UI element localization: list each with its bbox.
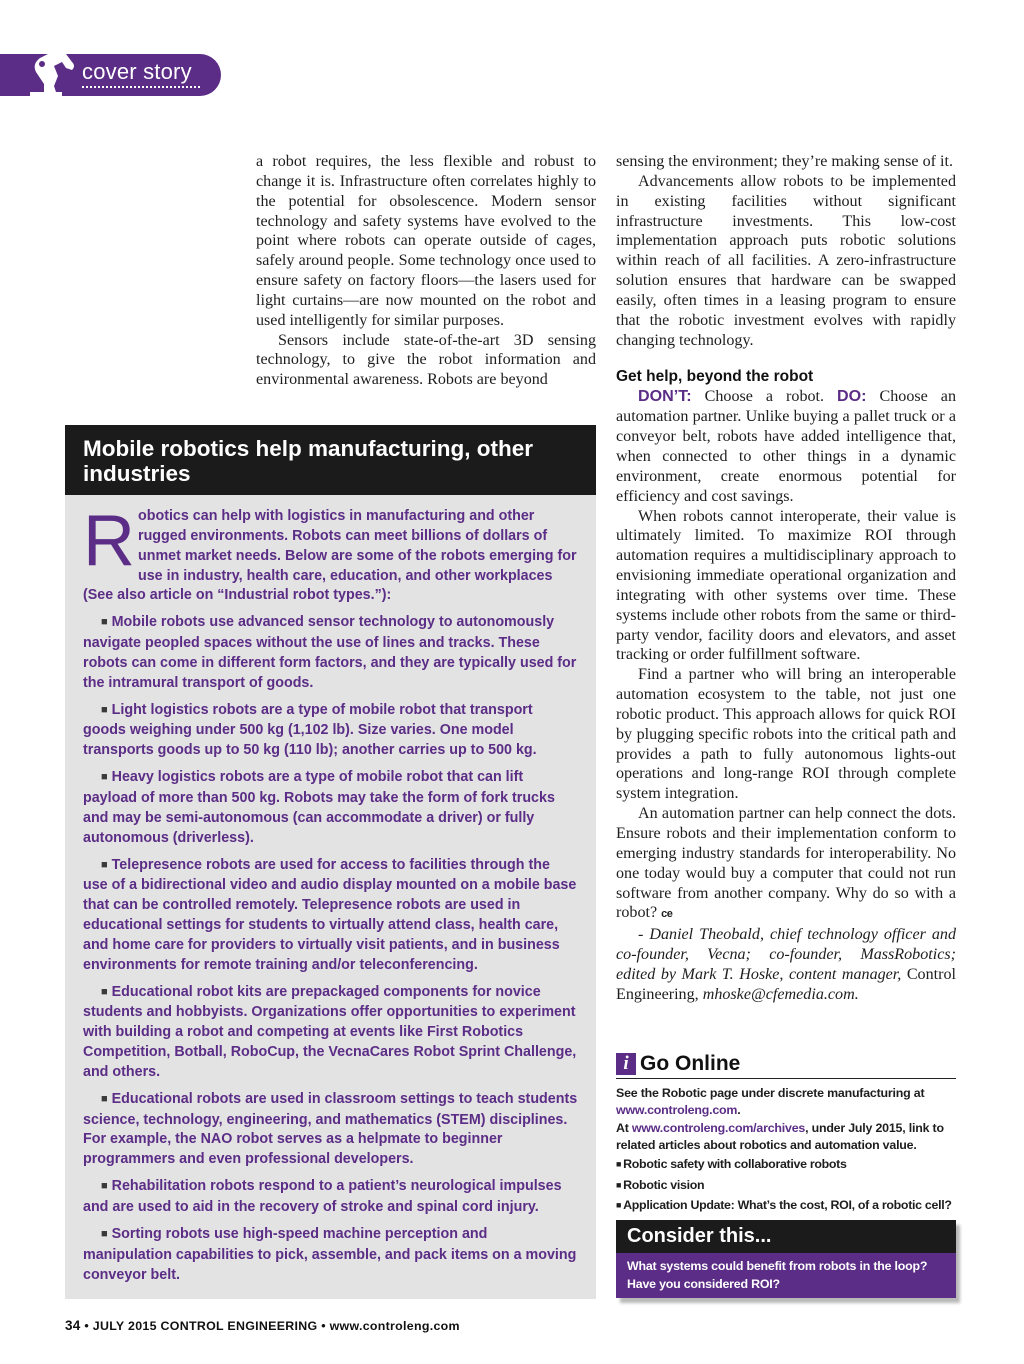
sidebar-title: Mobile robotics help manufacturing, other industries (83, 436, 534, 486)
paragraph: Sensors include state-of-the-art 3D sensing technology, to give the robot information and environmental awareness. Robots are beyond (256, 331, 596, 389)
square-bullet-icon: ■ (101, 1092, 108, 1105)
info-icon: i (616, 1053, 636, 1075)
sidebar-list-item (83, 1225, 578, 1286)
go-online-box (616, 1052, 956, 1215)
go-online-bullet[interactable] (616, 1156, 956, 1174)
paragraph: Advancements allow robots to be implemented in existing facilities without significant infrastructure investments. This low-cost implementation approach puts robotic solutions within reach of all facilities. A zero-infrastructure solution ensures that hardware can be swapped easily, often times in a leasing program to ensure that the robotic investment evolves with rapidly changing technology. (616, 172, 956, 349)
go-online-text: . (737, 1102, 741, 1117)
item-text: Educational robot kits are prepackaged components for novice students and hobbyists. Organizations offer opportunities to experiment with building a robot and competing at events like First Robotics Competition, Botball, RoboCup, the VecnaCares Robot Sprint Challenge, and others. (83, 983, 577, 1080)
item-text: Heavy logistics robots are a type of mobile robot that can lift payload of more than 500 kg. Robots may take the form of fork trucks and may be semi-autonomous (can accommodate a driver) or fully autonomous (driverless). (83, 769, 555, 846)
go-online-text: See the Robotic page under discrete manufacturing at (616, 1086, 925, 1100)
sidebar-list-item (83, 856, 578, 976)
bullet-text: Robotic safety with collaborative robots (623, 1157, 847, 1171)
article-column-middle (256, 152, 596, 390)
item-text: Mobile robots use advanced sensor technology to autonomously navigate peopled spaces without the use of lines and tracks. These robots can come in different form factors, and they are typically used for the intramural transport of goods. (83, 614, 577, 691)
square-bullet-icon: ■ (616, 1179, 622, 1190)
footer-issue: JULY 2015 CONTROL ENGINEERING (92, 1319, 318, 1333)
robot-arm-icon (22, 46, 82, 104)
end-mark: ce (661, 908, 673, 921)
bullet-text: Application Update: What’s the cost, ROI, of a robotic cell? (623, 1198, 952, 1212)
sidebar-list-item (83, 1090, 578, 1170)
go-online-text: At (616, 1121, 632, 1135)
footer-separator: • (321, 1319, 326, 1333)
paragraph (616, 804, 956, 925)
do-label: DO: (837, 387, 867, 406)
paragraph-text: An automation partner can help connect the dots. Ensure robots and their implementation conform to emerging industry standards for interoperability. No one today would buy a computer that could not run software from another company. Why do so with a robot? (616, 805, 956, 922)
paragraph: When robots cannot interoperate, their value is ultimately limited. To maximize ROI through automation requires a multidisciplinary approach to envisioning immediate operational organization and integrating with other systems over time. These systems include other robots from the same or third-party vendor, facility doors and elevators, and asset tracking or order fulfillment software. (616, 507, 956, 664)
dont-text: Choose a robot. (691, 388, 838, 406)
footer-separator: • (84, 1319, 90, 1333)
dont-label: DON’T: (638, 387, 692, 406)
signature (616, 925, 956, 1004)
paragraph: Find a partner who will bring an interoperable automation ecosystem to the table, not just one robotic product. This approach allows for quick ROI by plugging specific robots into the critical path and provides a path to fully autonomous lights-out operations and long-range ROI through complete system integration. (616, 666, 956, 803)
square-bullet-icon: ■ (101, 703, 108, 716)
sidebar-intro-text: obotics can help with logistics in manufacturing and other rugged environments. Robots can meet billions of dollars of unmet market needs. Below are some of the robots emerging for use in industry, health care, education, and other workplaces (See also article on “Industrial robot types.”): (83, 508, 577, 604)
sidebar-box (65, 425, 596, 1299)
bullet-text: Robotic vision (623, 1177, 705, 1192)
go-online-bullet[interactable] (616, 1177, 956, 1195)
archives-link[interactable]: www.controleng.com/archives (631, 1121, 806, 1135)
dotted-underline (82, 86, 200, 88)
square-bullet-icon: ■ (616, 1200, 622, 1210)
page-number: 34 (65, 1318, 81, 1333)
go-online-bullet[interactable] (616, 1197, 956, 1215)
subheading: Get help, beyond the robot (616, 368, 814, 386)
signature-email[interactable]: mhoske@cfemedia.com. (702, 985, 859, 1003)
footer-url[interactable]: www.controleng.com (329, 1319, 460, 1333)
item-text: Light logistics robots are a type of mobile robot that transport goods weighing under 500 kg (1,102 lb). Size varies. One model transports goods up to 50 kg (110 lb); another carries up to 500 kg. (83, 701, 537, 759)
page-footer (65, 1318, 460, 1333)
paragraph: sensing the environment; they’re making sense of it. (616, 153, 953, 170)
signature-publication: Control Engineering, (616, 965, 957, 1003)
sidebar-intro (83, 501, 578, 606)
signature-credit: - Daniel Theobald, chief technology officer and co-founder, Vecna; co-founder, MassRobotics; edited by Mark T. Hoske, content manager, (616, 926, 956, 983)
section-label: cover story (82, 59, 192, 84)
go-online-line (616, 1085, 956, 1118)
square-bullet-icon: ■ (101, 985, 108, 998)
controleng-link[interactable]: www.controleng.com (616, 1102, 738, 1117)
sidebar-list-item (83, 983, 578, 1083)
item-text: Sorting robots use high-speed machine perception and manipulation capabilities to pick, assemble, and pack items on a moving conveyor belt. (83, 1225, 577, 1283)
go-online-line (616, 1120, 956, 1153)
article-column-right (616, 152, 956, 1005)
sidebar-header (65, 425, 596, 495)
square-bullet-icon: ■ (101, 858, 108, 871)
square-bullet-icon: ■ (616, 1159, 622, 1169)
section-tab (0, 54, 221, 96)
consider-this-box (616, 1220, 956, 1298)
consider-text: What systems could benefit from robots in the loop? Have you considered ROI? (616, 1253, 956, 1298)
go-online-header (616, 1052, 956, 1079)
go-online-text: , under July 2015, link to related articles about robotics and automation value. (616, 1121, 944, 1152)
square-bullet-icon: ■ (101, 1180, 108, 1193)
drop-cap: R (83, 501, 135, 581)
sidebar-list-item (83, 613, 578, 693)
sidebar-content (65, 495, 596, 1285)
do-text: Choose an automation partner. Unlike buying a pallet truck or a conveyor belt, robots have added intelligence that, when connected to other things in a dynamic environment, create enormous potential for efficiency and cost savings. (616, 388, 956, 505)
paragraph: a robot requires, the less flexible and robust to change it is. Infrastructure often correlates highly to the potential for obsolescence. Modern sensor technology and safety systems have evolved to the point where robots can operate outside of cages, safely around people. Some technology once used to ensure safety on factory floors—the lasers used for light curtains—are now mounted on the robot and used intelligently for similar purposes. (256, 153, 596, 329)
item-text: Educational robots are used in classroom settings to teach students science, technology, engineering, and mathematics (STEM) disciplines. For example, the NAO robot serves as a helpmate to beginner programmers and even professional developers. (83, 1090, 578, 1168)
sidebar-list-item (83, 1177, 578, 1218)
paragraph (616, 387, 956, 506)
square-bullet-icon: ■ (101, 616, 108, 629)
sidebar-list-item (83, 701, 578, 762)
item-text: Rehabilitation robots respond to a patient’s neurological impulses and are used to aid in the recovery of stroke and spinal cord injury. (83, 1178, 562, 1215)
square-bullet-icon: ■ (101, 1227, 108, 1240)
consider-title: Consider this... (616, 1220, 956, 1253)
square-bullet-icon: ■ (101, 771, 108, 784)
item-text: Telepresence robots are used for access to facilities through the use of a bidirectional video and audio display mounted on a mobile base that can be controlled remotely. Telepresence robots are used in educational settings for students to virtually attend class, health care, and home care for providers to virtually visit patients, and in business environments for remote training and/or teleconferencing. (83, 856, 577, 973)
sidebar-list-item (83, 768, 578, 848)
go-online-title: Go Online (640, 1052, 741, 1075)
